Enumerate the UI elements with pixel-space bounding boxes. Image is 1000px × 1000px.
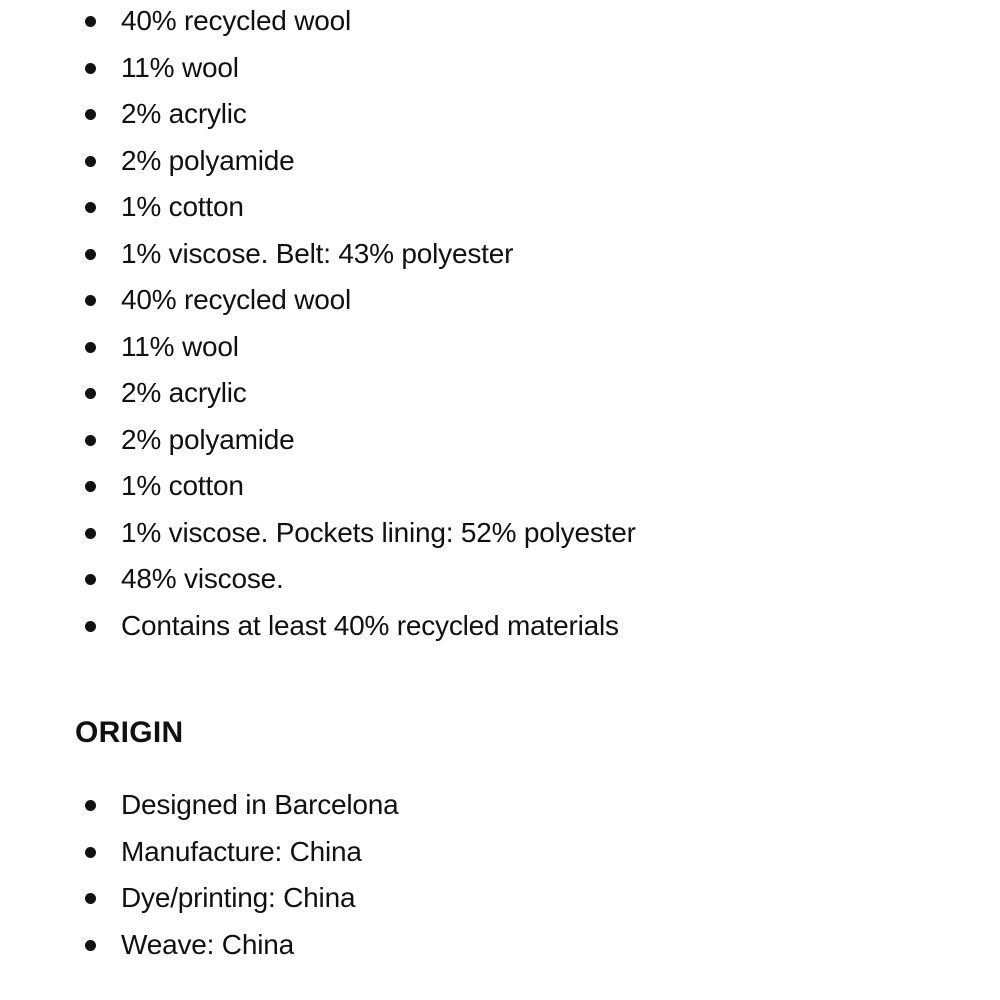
bullet-icon [85, 574, 96, 585]
list-item [80, 829, 399, 876]
list-item-text: 40% recycled wool [121, 284, 352, 315]
list-item [80, 0, 636, 45]
list-item-text: 2% acrylic [121, 377, 247, 408]
bullet-icon [85, 893, 96, 904]
list-item-text: Weave: China [121, 928, 294, 960]
list-item [80, 184, 636, 231]
list-item [80, 875, 399, 922]
bullet-icon [85, 388, 96, 399]
list-item [80, 922, 399, 969]
origin-heading: ORIGIN [75, 716, 184, 749]
composition-list [80, 0, 636, 649]
list-item [80, 510, 636, 557]
list-item-text: Contains at least 40% recycled materials [121, 609, 619, 641]
list-item-text: 40% recycled wool [121, 5, 352, 36]
list-item-text: 1% cotton [121, 191, 244, 222]
bullet-icon [85, 16, 96, 27]
bullet-icon [85, 342, 96, 353]
bullet-icon [85, 800, 96, 811]
list-item [80, 603, 636, 650]
bullet-icon [85, 63, 96, 74]
bullet-icon [85, 249, 96, 260]
bullet-icon [85, 481, 96, 492]
list-item [80, 91, 636, 138]
list-item-text: 1% viscose. Pockets lining: 52% polyester [121, 516, 636, 548]
list-item-text: Dye/printing: China [121, 882, 356, 913]
bullet-icon [85, 109, 96, 120]
list-item-text: 11% wool [121, 51, 239, 83]
bullet-icon [85, 156, 96, 167]
list-item-text: 2% acrylic [121, 98, 247, 129]
list-item-text: 2% polyamide [121, 144, 295, 176]
list-item [80, 782, 399, 829]
bullet-icon [85, 295, 96, 306]
list-item-text: Manufacture: China [121, 835, 362, 867]
list-item-text: 48% viscose. [121, 563, 284, 594]
origin-list [80, 782, 399, 968]
bullet-icon [85, 435, 96, 446]
list-item [80, 277, 636, 324]
list-item-text: 1% viscose. Belt: 43% polyester [121, 237, 514, 269]
list-item-text: 11% wool [121, 330, 239, 362]
list-item [80, 231, 636, 278]
list-item [80, 463, 636, 510]
bullet-icon [85, 202, 96, 213]
list-item [80, 324, 636, 371]
list-item [80, 556, 636, 603]
bullet-icon [85, 621, 96, 632]
list-item-text: Designed in Barcelona [121, 789, 399, 820]
list-item [80, 417, 636, 464]
bullet-icon [85, 528, 96, 539]
list-item [80, 45, 636, 92]
bullet-icon [85, 940, 96, 951]
list-item [80, 370, 636, 417]
bullet-icon [85, 847, 96, 858]
list-item [80, 138, 636, 185]
list-item-text: 2% polyamide [121, 423, 295, 455]
list-item-text: 1% cotton [121, 470, 244, 501]
